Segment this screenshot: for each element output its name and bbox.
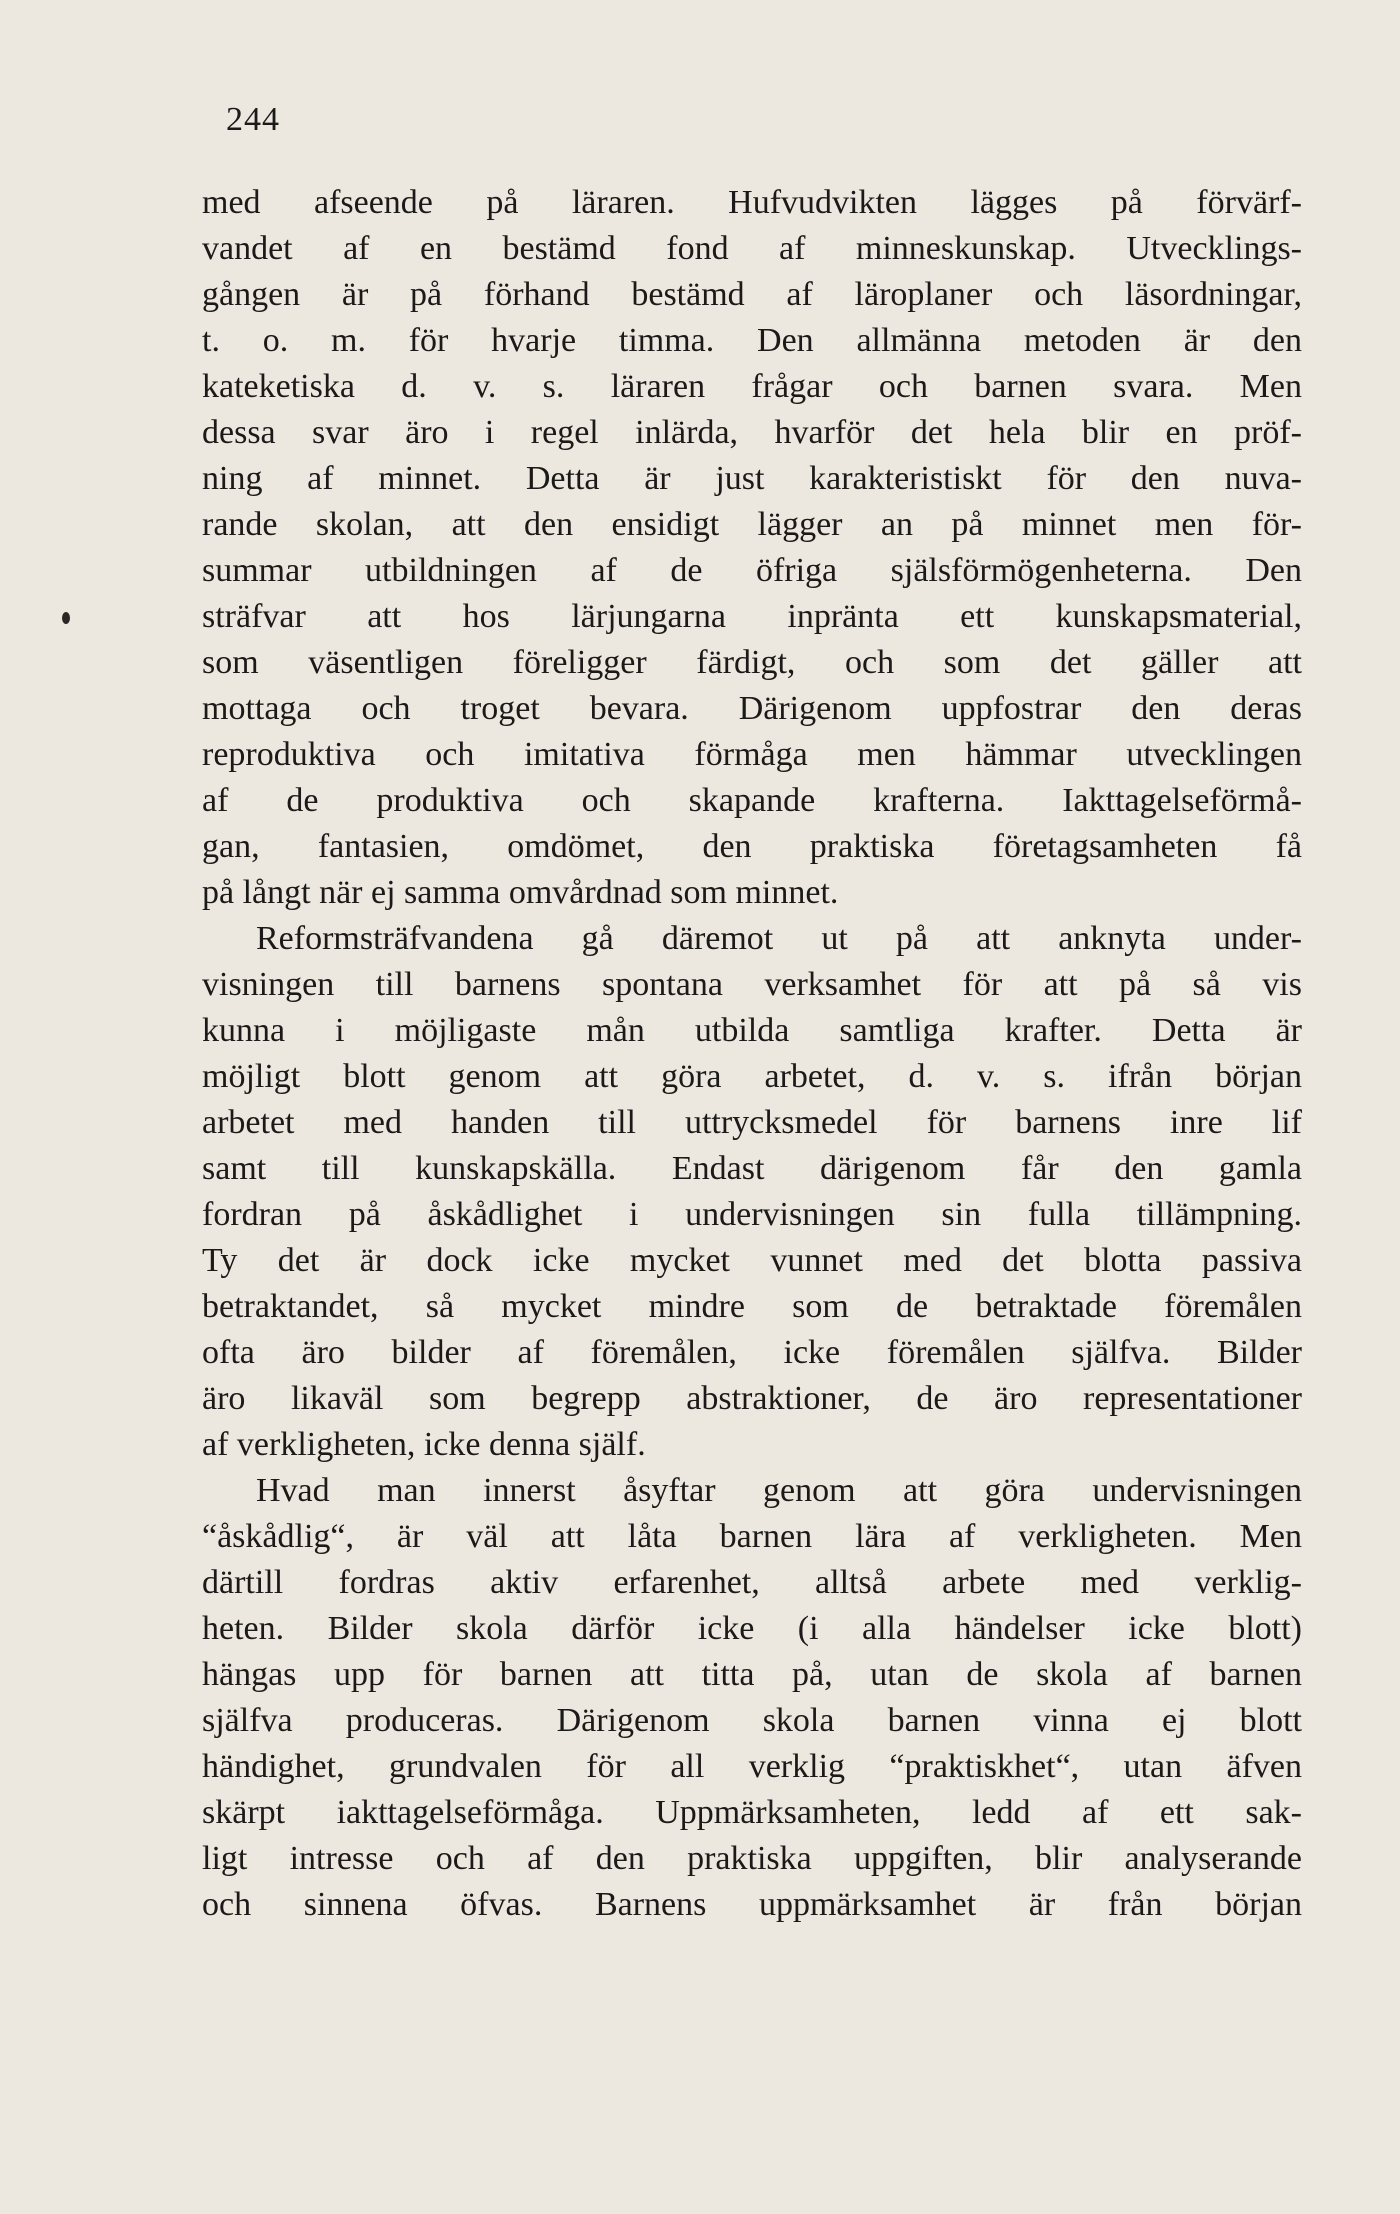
text-line: af de produktiva och skapande krafterna. Iakttagelseförmå- [202, 782, 1302, 819]
text-line: af verkligheten, icke denna själf. [202, 1426, 646, 1463]
text-line: mottaga och troget bevara. Därigenom uppfostrar den deras [202, 690, 1302, 727]
page-number: 244 [226, 101, 280, 138]
text-line: t. o. m. för hvarje timma. Den allmänna metoden är den [202, 322, 1302, 359]
text-line: händighet, grundvalen för all verklig “praktiskhet“, utan äfven [202, 1748, 1302, 1785]
text-line: fordran på åskådlighet i undervisningen sin fulla tillämpning. [202, 1196, 1302, 1233]
text-line: Reformsträfvandena gå däremot ut på att anknyta under- [256, 920, 1302, 957]
text-line: möjligt blott genom att göra arbetet, d. v. s. ifrån början [202, 1058, 1302, 1095]
body-text [202, 180, 1302, 1928]
text-line: ofta äro bilder af föremålen, icke föremålen själfva. Bilder [202, 1334, 1302, 1371]
text-line: summar utbildningen af de öfriga själsförmögenheterna. Den [202, 552, 1302, 589]
text-line: som väsentligen föreligger färdigt, och som det gäller att [202, 644, 1302, 681]
text-line: på långt när ej samma omvårdnad som minnet. [202, 874, 839, 911]
text-line: heten. Bilder skola därför icke (i alla händelser icke blott) [202, 1610, 1302, 1647]
text-line: rande skolan, att den ensidigt lägger an på minnet men för- [202, 506, 1302, 543]
text-line: Ty det är dock icke mycket vunnet med det blotta passiva [202, 1242, 1302, 1279]
text-line: och sinnena öfvas. Barnens uppmärksamhet är från början [202, 1886, 1302, 1923]
text-line: ligt intresse och af den praktiska uppgiften, blir analyserande [202, 1840, 1302, 1877]
margin-mark [62, 612, 70, 624]
text-line: själfva produceras. Därigenom skola barnen vinna ej blott [202, 1702, 1302, 1739]
text-line: med afseende på läraren. Hufvudvikten lägges på förvärf- [202, 184, 1302, 221]
text-line: gan, fantasien, omdömet, den praktiska företagsamheten få [202, 828, 1302, 865]
text-line: Hvad man innerst åsyftar genom att göra undervisningen [256, 1472, 1302, 1509]
text-line: visningen till barnens spontana verksamhet för att på så vis [202, 966, 1302, 1003]
text-line: sträfvar att hos lärjungarna inpränta ett kunskapsmaterial, [202, 598, 1302, 635]
text-line: samt till kunskapskälla. Endast därigenom får den gamla [202, 1150, 1302, 1187]
text-line: äro likaväl som begrepp abstraktioner, de äro representationer [202, 1380, 1302, 1417]
text-line: betraktandet, så mycket mindre som de betraktade föremålen [202, 1288, 1302, 1325]
text-line: “åskådlig“, är väl att låta barnen lära af verkligheten. Men [202, 1518, 1302, 1555]
text-line: reproduktiva och imitativa förmåga men hämmar utvecklingen [202, 736, 1302, 773]
text-line: därtill fordras aktiv erfarenhet, alltså arbete med verklig- [202, 1564, 1302, 1601]
text-line: arbetet med handen till uttrycksmedel för barnens inre lif [202, 1104, 1302, 1141]
text-line: ning af minnet. Detta är just karakteristiskt för den nuva- [202, 460, 1302, 497]
text-line: dessa svar äro i regel inlärda, hvarför det hela blir en pröf- [202, 414, 1302, 451]
text-line: kateketiska d. v. s. läraren frågar och barnen svara. Men [202, 368, 1302, 405]
text-line: kunna i möjligaste mån utbilda samtliga krafter. Detta är [202, 1012, 1302, 1049]
text-line: hängas upp för barnen att titta på, utan de skola af barnen [202, 1656, 1302, 1693]
text-line: skärpt iakttagelseförmåga. Uppmärksamheten, ledd af ett sak- [202, 1794, 1302, 1831]
text-line: vandet af en bestämd fond af minneskunskap. Utvecklings- [202, 230, 1302, 267]
text-line: gången är på förhand bestämd af läroplaner och läsordningar, [202, 276, 1302, 313]
